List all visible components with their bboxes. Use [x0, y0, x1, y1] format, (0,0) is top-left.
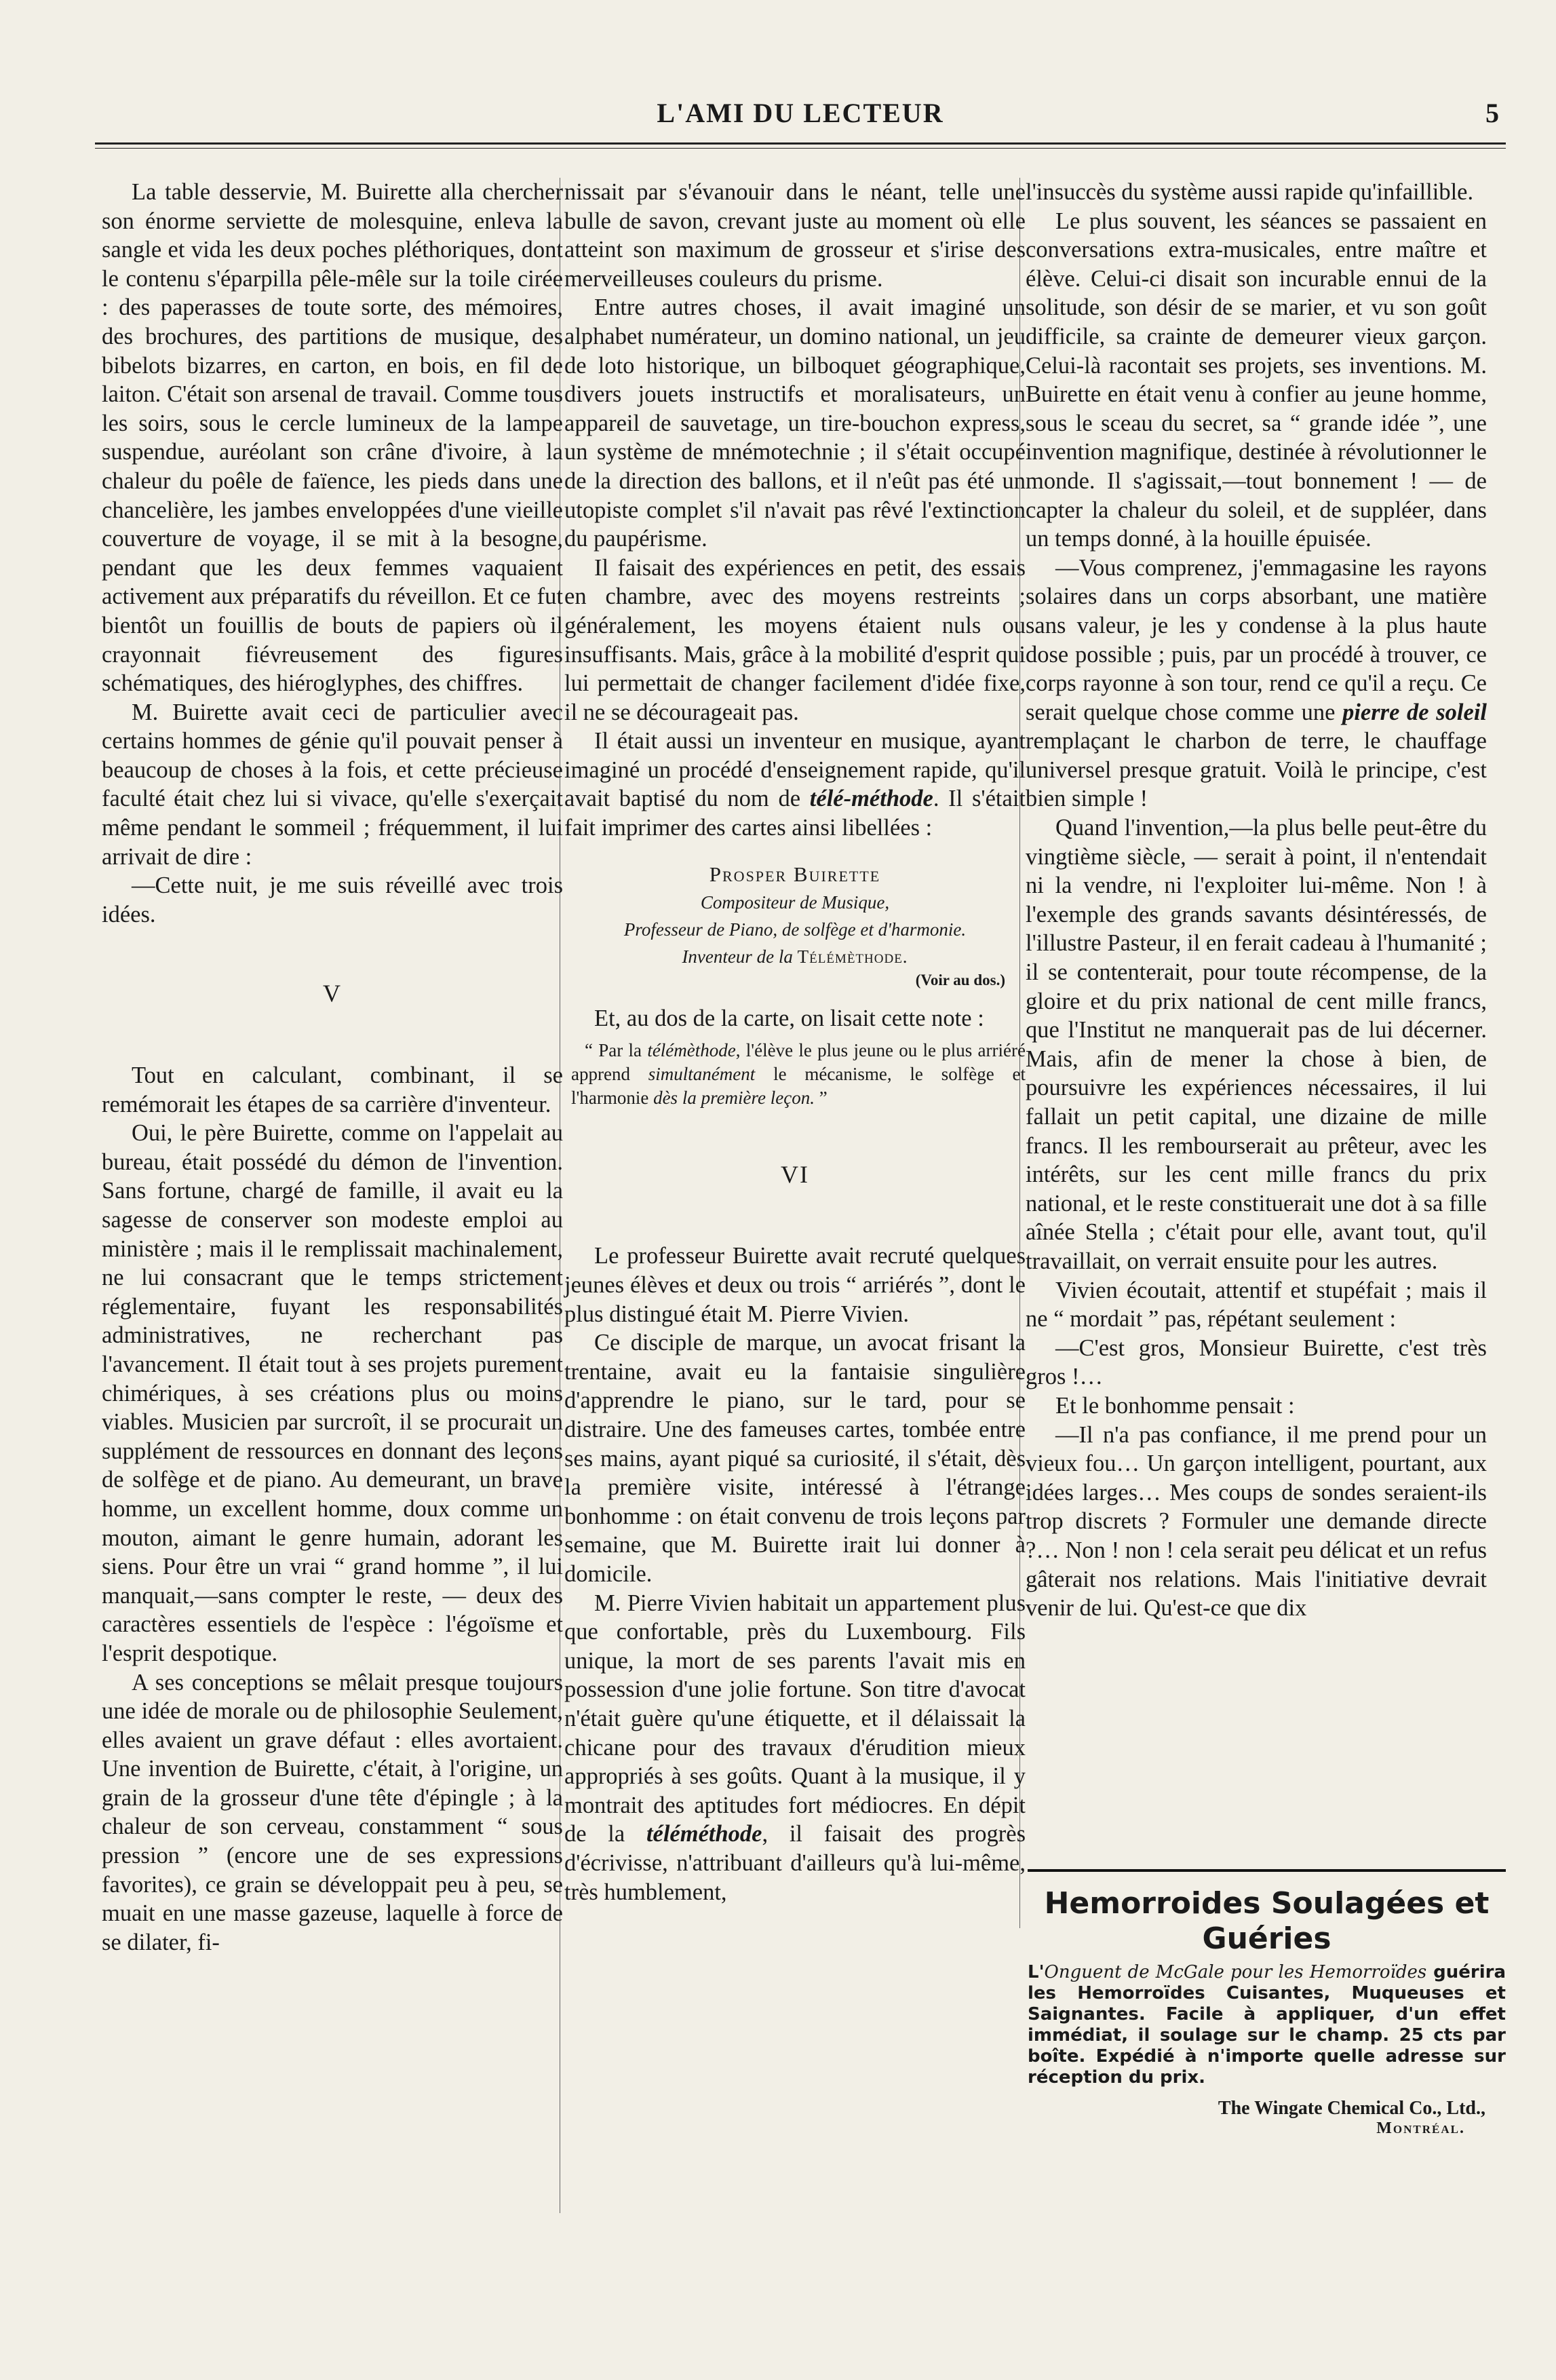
- advertisement: [1028, 1886, 1506, 2138]
- paragraph: Entre autres choses, il avait imaginé un alphabet numérateur, un domino national, un jeu de loto historique, un bilboquet géographique, divers jouets instructifs et moralisateurs, un appareil de sauvetage, un tire-bouchon express, un système de mnémotechnie ; il s'était occupé de la direction des ballons, et il n'eût pas été un utopiste complet s'il n'avait pas rêvé l'extinction du paupérisme.: [564, 294, 1026, 552]
- emphasis: téléméthode: [646, 1821, 762, 1847]
- ad-headline: Hemorroides Soulagées et Guéries: [1044, 1886, 1490, 1956]
- ad-body: [1028, 1962, 1506, 2088]
- paragraph: —C'est gros, Monsieur Buirette, c'est très gros !…: [1026, 1335, 1487, 1390]
- text-run: le mécanisme, le solfège et l'harmonie: [571, 1063, 1026, 1108]
- column-3: [1026, 178, 1487, 1623]
- card-line: Professeur de Piano, de solfège et d'harmonie.: [623, 919, 967, 940]
- emphasis: télé-méthode: [809, 786, 933, 812]
- text-run: ”: [815, 1087, 828, 1108]
- paragraph: [564, 727, 1026, 842]
- paragraph: —Il n'a pas confiance, il me prend pour un vieux fou… Un garçon intelligent, pourtant, aux idées larges… Mes coups de sondes seraient-ils trop discrets ? Formuler une demande directe ?… Non ! non ! cela serait peu délicat et un refus gâterait nos relations. Mais l'initiative devrait venir de lui. Qu'est-ce que dix: [1026, 1421, 1487, 1621]
- emphasis: télémèthode: [647, 1039, 736, 1060]
- text-run: . Il s'était fait imprimer des cartes ainsi libellées :: [564, 786, 1026, 841]
- text-run: L': [1028, 1962, 1045, 1982]
- text-run: Il était aussi un inventeur en musique, ayant imaginé un procédé d'enseignement rapide, qu'il avait baptisé du nom de: [564, 728, 1026, 812]
- card-name: Prosper Buirette: [709, 862, 881, 886]
- text-run: M. Pierre Vivien habitait un appartement plus que confortable, près du Luxembourg. Fils unique, la mort de ses parents l'avait mis en possession d'une jolie fortune. Son titre d'avocat n'était guère qu'une étiquette, et il délaissait la chicane pour des travaux d'érudition mieux appropriés à ses goûts. Quant à la musique, il y montrait des aptitudes fort médiocres. En dépit de la: [564, 1590, 1026, 1847]
- ad-company: The Wingate Chemical Co., Ltd.,: [1218, 2098, 1485, 2119]
- page-header: [102, 92, 1499, 132]
- text-run: remplaçant le charbon de terre, le chauffage universel presque gratuit. Voilà le principe, c'est bien simple !: [1026, 728, 1487, 812]
- paragraph: Le plus souvent, les séances se passaient en conversations extra-musicales, entre maître et élève. Celui-ci disait son incurable ennui de la solitude, son désir de se marier, et vu son goût difficile, sa crainte de demeurer vieux garçon. Celui-là racontait ses projets, ses inventions. M. Buirette en était venu à confier au jeune homme, sous le sceau du secret, sa “ grande idée ”, une invention magnifique, destinée à révolutionner le monde. Il s'agissait,—tout bonnement ! — de capter la chaleur du soleil, et de suppléer, dans un temps donné, à la houille épuisée.: [1026, 208, 1487, 552]
- paragraph: [1026, 554, 1487, 813]
- card-back-quote: [571, 1039, 1026, 1110]
- ad-city: Montréal.: [1376, 2119, 1465, 2137]
- paragraph: l'insuccès du système aussi rapide qu'infaillible.: [1026, 179, 1474, 205]
- paragraph: Ce disciple de marque, un avocat frisant la trentaine, avait eu la fantaisie singulière d'apprendre le piano, sur le tard, pour se distraire. Une des fameuses cartes, tombée entre ses mains, ayant piqué sa curiosité, il s'était, dès la première visite, intéressé à l'étrange bonhomme : on était convenu de trois leçons par semaine, que M. Buirette irait lui donner à domicile.: [564, 1330, 1026, 1587]
- business-card: [564, 860, 1026, 991]
- card-line: Compositeur de Musique,: [700, 892, 890, 913]
- publication-title: L'AMI DU LECTEUR: [657, 98, 944, 128]
- paragraph: Quand l'invention,—la plus belle peut-être du vingtième siècle, — serait à point, il n'entendait ni la vendre, ni l'exploiter lui-même. Non ! à l'exemple des grands savants désintéressés, de l'illustre Pasteur, il en ferait cadeau à l'humanité ; il se contenterait, pour toute récompense, de la gloire et du prix national de cent mille francs, que l'Institut ne manquerait pas de lui décerner. Mais, afin de mener la chose à bien, de poursuivre les expériences nécessaires, il lui fallait un petit capital, une dizaine de mille francs. Il les rembourserait au prêteur, avec les intérêts, sur les cent mille francs du prix national, et le reste constituerait une dot à sa fille aînée Stella ; c'était pour elle, avant tout, qu'il travaillait, on verrait ensuite pour les autres.: [1026, 815, 1487, 1274]
- paragraph: Oui, le père Buirette, comme on l'appelait au bureau, était possédé du démon de l'invention. Sans fortune, chargé de famille, il avait eu la sagesse de conserver son modeste emploi au ministère ; mais il le remplissait machinalement, ne lui consacrant que le temps strictement réglementaire, fuyant les responsabilités administratives, ne recherchant pas l'avancement. Il était tout à ses projets purement chimériques, à ses créations plus ou moins viables. Musicien par surcroît, il se procurait un supplément de ressources en donnant des leçons de solfège et de piano. Au demeurant, un brave homme, un excellent homme, doux comme un mouton, aimant le genre humain, adorant les siens. Pour être un vrai “ grand homme ”, il lui manquait,—sans compter le reste, — deux des caractères essentiels de l'espèce : l'égoïsme et l'esprit despotique.: [102, 1120, 563, 1666]
- emphasis: pierre de soleil: [1342, 699, 1487, 725]
- paragraph: nissait par s'évanouir dans le néant, telle une bulle de savon, crevant juste au moment où elle atteint son maximum de grosseur et s'irise des merveilleuses couleurs du prisme.: [564, 179, 1026, 292]
- paragraph: A ses conceptions se mêlait presque toujours une idée de morale ou de philosophie Seulement, elles avaient un grave défaut : elles avortaient. Une invention de Buirette, c'était, à l'origine, un grain de la grosseur d'une tête d'épingle ; à la chaleur de son cerveau, constamment “ sous pression ” (encore une de ses expressions favorites), ce grain se développait peu à peu, se muait en une masse gazeuse, laquelle à force de se dilater, fi-: [102, 1669, 563, 1955]
- paragraph: Il faisait des expériences en petit, des essais en chambre, avec des moyens restreints ; généralement, les moyens étaient nuls ou insuffisants. Mais, grâce à la mobilité d'esprit qui lui permettait de changer facilement d'idée fixe, il ne se décourageait pas.: [564, 554, 1026, 725]
- card-note: (Voir au dos.): [915, 972, 1005, 989]
- text-run: “ Par la: [585, 1039, 648, 1060]
- emphasis: simultanément: [648, 1063, 756, 1084]
- paragraph: Et le bonhomme pensait :: [1055, 1392, 1295, 1419]
- paragraph: M. Buirette avait ceci de particulier avec certains hommes de génie qu'il pouvait penser à beaucoup de choses à la fois, et cette précieuse faculté était chez lui si vivace, qu'elle s'exerçait même pendant le sommeil ; fréquemment, il lui arrivait de dire :: [102, 699, 563, 870]
- paragraph: Tout en calculant, combinant, il se remémorait les étapes de sa carrière d'inventeur.: [102, 1062, 563, 1117]
- text-run: guérira les Hemorroïdes Cuisantes, Muqueuses et Saignantes. Facile à appliquer, d'un effet immédiat, il soulage sur le champ. 25 cts par boîte. Expédié à n'importe quelle adresse sur réception du prix.: [1028, 1962, 1506, 2088]
- advertisement-rule: [1028, 1869, 1506, 1872]
- header-rule-thick: [95, 142, 1506, 145]
- paragraph: Vivien écoutait, attentif et stupéfait ; mais il ne “ mordait ” pas, répétant seulement :: [1026, 1277, 1487, 1332]
- paragraph: [564, 1589, 1026, 1907]
- header-rule-thin: [95, 148, 1506, 149]
- paragraph: Et, au dos de la carte, on lisait cette note :: [594, 1005, 984, 1032]
- text-run: , l'élève le plus jeune ou le plus arriéré apprend: [571, 1039, 1026, 1084]
- emphasis: Onguent de McGale pour les Hemorroïdes: [1044, 1962, 1427, 1982]
- page-number: 5: [1485, 98, 1499, 128]
- paragraph: —Cette nuit, je me suis réveillé avec trois idées.: [102, 872, 563, 927]
- column-2: [564, 178, 1026, 1906]
- section-heading-vi: VI: [781, 1160, 809, 1188]
- section-heading-v: V: [323, 980, 342, 1007]
- column-1: [102, 178, 563, 1957]
- text-run: Télémèthode.: [797, 946, 908, 967]
- card-line: [564, 943, 1026, 970]
- text-run: , il faisait des progrès d'écrivisse, n'attribuant d'ailleurs qu'à lui-même, très humblement,: [564, 1821, 1026, 1905]
- text-run: —Vous comprenez, j'emmagasine les rayons solaires dans un corps absorbant, une matière sans valeur, je les y condense à la plus haute dose possible ; puis, par un procédé à trouver, ce corps rayonne à son tour, rend ce qu'il a reçu. Ce serait quelque chose comme une: [1026, 554, 1487, 725]
- emphasis: dès la première leçon.: [653, 1087, 815, 1108]
- paragraph: Le professeur Buirette avait recruté quelques jeunes élèves et deux ou trois “ arriérés ”, dont le plus distingué était M. Pierre Vivien.: [564, 1243, 1026, 1327]
- paragraph: La table desservie, M. Buirette alla chercher son énorme serviette de molesquine, enleva la sangle et vida les deux poches pléthoriques, dont le contenu s'éparpilla pêle-mêle sur la toile cirée : des paperasses de toute sorte, des mémoires, des brochures, des partitions de musique, des bibelots bizarres, en carton, en bois, en fil de laiton. C'était son arsenal de travail. Comme tous les soirs, sous le cercle lumineux de la lampe suspendue, auréolant son crâne d'ivoire, à la chaleur du poêle de faïence, les pieds dans une chancelière, les jambes enveloppées d'une vieille couverture de voyage, il se mit à la besogne, pendant que les deux femmes vaquaient activement aux préparatifs du réveillon. Et ce fut bientôt un fouillis de bouts de papiers où il crayonnait fiévreusement des figures schématiques, des hiéroglyphes, des chiffres.: [102, 179, 563, 697]
- text-run: Inventeur de la: [682, 946, 798, 967]
